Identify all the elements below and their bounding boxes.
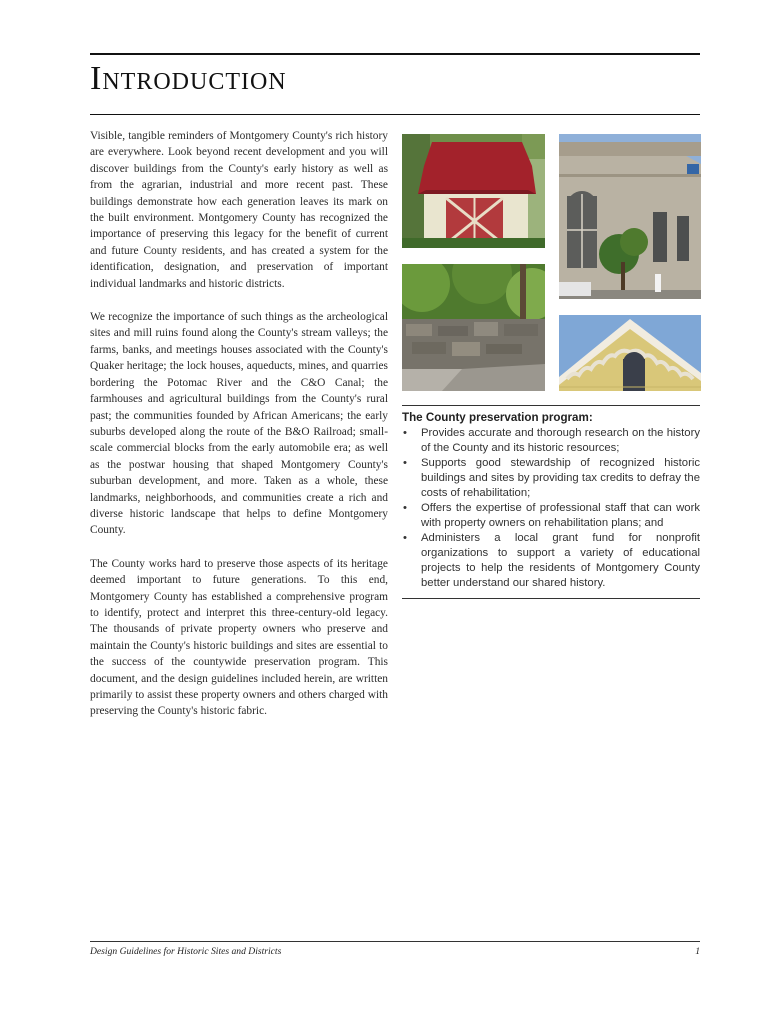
photo-stone-wall xyxy=(402,264,545,391)
photo-yellow-gable xyxy=(559,315,701,391)
intro-paragraph-3: The County works hard to preserve those aspects of its heritage deemed important to future generations. To this end, Montgomery County has established a comprehensive program to identify, protect and interpret this three-century-old legacy. The thousands of private property owners who preserve and maintain the County's historic buildings and sites are essential to the success of the countywide preservation program. This document, and the design guidelines included herein, are written primarily to assist these property owners and others charged with preserving the County's historic fabric. xyxy=(90,557,388,718)
footer-rule xyxy=(90,941,700,942)
page-number: 1 xyxy=(695,946,700,957)
list-item-text: Supports good stewardship of recognized historic buildings and sites by providing tax credits to defray the costs of rehabilitation; xyxy=(421,457,700,499)
list-item xyxy=(402,456,700,501)
bullet-icon: • xyxy=(403,532,407,544)
header-top-rule xyxy=(90,53,700,55)
preservation-program-box xyxy=(402,405,700,599)
intro-paragraph-1: Visible, tangible reminders of Montgomery County's rich history are everywhere. Look beyond recent development and you will discover buildings from the County's early history as well as from the agrarian, industrial and more recent past. These buildings demonstrate how each generation leaves its mark on the built environment. Montgomery County has recognized the importance of preserving this legacy for the benefit of current and future County residents, and has created a system for the identification, designation, and preservation of important individual landmarks and historic districts. xyxy=(90,130,388,290)
footer-document-title: Design Guidelines for Historic Sites and Districts xyxy=(90,946,282,957)
page-title: Introduction xyxy=(90,60,287,97)
list-item xyxy=(402,531,700,591)
preservation-program-list xyxy=(402,426,700,591)
list-item-text: Offers the expertise of professional staff that can work with property owners on rehabilitation plans; and xyxy=(421,502,700,529)
header-bottom-rule xyxy=(90,114,700,115)
list-item-text: Administers a local grant fund for nonprofit organizations to support a variety of educational projects to help the residents of Montgomery County better understand our shared history. xyxy=(421,532,700,589)
list-item xyxy=(402,501,700,531)
bullet-icon: • xyxy=(403,502,407,514)
photo-red-barn xyxy=(402,134,545,248)
preservation-program-heading: The County preservation program: xyxy=(402,411,593,424)
body-text-column xyxy=(90,128,388,737)
bullet-icon: • xyxy=(403,457,407,469)
photo-stone-bank xyxy=(559,134,701,299)
intro-paragraph-2: We recognize the importance of such things as the archeological sites and mill ruins found along the County's stream valleys; the farms, banks, and meetings houses associated with the County's Quaker heritage; the lock houses, aqueducts, mines, and quarries bordering the Potomac River and the C&O Canal; the farmhouses and agricultural buildings from the County's rural past; the communities founded by African Americans; the early suburbs developed along the route of the B&O Railroad; small-scale commercial blocks from the early automobile era; as well as the postwar housing that shaped Montgomery County's suburban development, and more. Taken as a whole, these landmarks, neighborhoods, and communities create a rich and diverse historic landscape that helps to define Montgomery County. xyxy=(90,311,388,537)
list-item xyxy=(402,426,700,456)
bullet-icon: • xyxy=(403,427,407,439)
list-item-text: Provides accurate and thorough research on the history of the County and its historic resources; xyxy=(421,427,700,454)
